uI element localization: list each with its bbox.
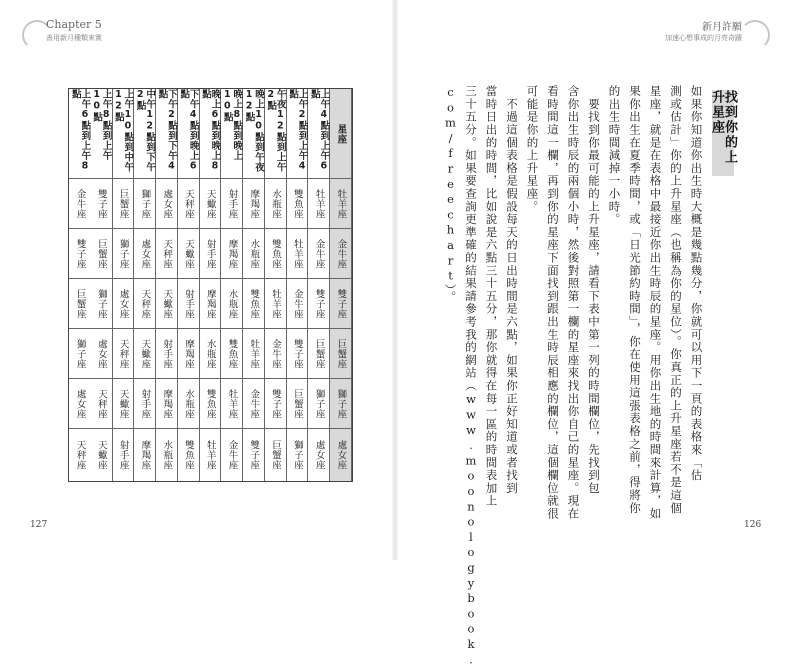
text-line: 如果你知道你出生時大概是幾點幾分，你就可以用下一頁的表格來「估 <box>689 85 704 482</box>
zodiac-sign-label: 天秤座 <box>117 338 129 369</box>
table-cell <box>156 379 177 429</box>
table-cell <box>113 229 134 279</box>
table-cell <box>265 379 286 429</box>
zodiac-sign-label: 雙魚座 <box>226 338 238 369</box>
table-cell <box>134 229 155 279</box>
table-cell <box>265 429 286 481</box>
zodiac-sign-label: 牡羊座 <box>335 188 347 219</box>
table-cell <box>200 229 221 279</box>
header-ornament-icon <box>740 20 770 50</box>
zodiac-sign-label: 雙魚座 <box>182 440 194 470</box>
table-cell <box>113 379 134 429</box>
table-cell <box>330 379 351 429</box>
chapter-label: Chapter 5 <box>46 18 102 31</box>
zodiac-sign-label: 巨蟹座 <box>313 338 325 369</box>
zodiac-sign-label: 巨蟹座 <box>95 238 107 269</box>
zodiac-sign-label: 金牛座 <box>226 440 238 470</box>
table-cell <box>69 379 91 429</box>
text-line: 含你出生時辰的兩個小時，然後對照第一欄的星座來找出你自己的星座。現在 <box>566 85 581 521</box>
table-cell <box>330 179 351 229</box>
table-cell <box>330 329 351 379</box>
zodiac-sign-label: 射手座 <box>161 338 173 369</box>
zodiac-sign-label: 摩羯座 <box>161 388 173 419</box>
table-header-cell <box>178 89 199 179</box>
table-cell <box>113 179 134 229</box>
table-header-cell <box>287 89 308 179</box>
table-cell <box>221 279 242 329</box>
table-cell <box>287 229 308 279</box>
time-range-label: 下午2點到下午4點 <box>156 89 177 172</box>
table-column <box>308 89 330 481</box>
body-text <box>432 85 737 668</box>
zodiac-sign-label: 處女座 <box>335 440 347 470</box>
table-cell <box>243 279 264 329</box>
zodiac-sign-label: 巨蟹座 <box>117 188 129 219</box>
table-cell <box>69 279 91 329</box>
zodiac-sign-label: 摩羯座 <box>204 288 216 319</box>
table-cell <box>178 279 199 329</box>
table-cell <box>69 229 91 279</box>
zodiac-sign-label: 摩羯座 <box>139 440 151 470</box>
table-cell <box>330 279 351 329</box>
table-column <box>91 89 113 481</box>
zodiac-sign-label: 水瓶座 <box>226 288 238 319</box>
table-column <box>265 89 287 481</box>
zodiac-sign-label: 牡羊座 <box>204 440 216 470</box>
zodiac-sign-label: 牡羊座 <box>270 288 282 319</box>
time-range-label: 下午4點到晚上6點 <box>178 89 199 172</box>
zodiac-sign-label: 天秤座 <box>161 238 173 269</box>
zodiac-sign-label: 獅子座 <box>291 440 303 470</box>
zodiac-sign-label: 天蠍座 <box>204 188 216 219</box>
zodiac-sign-label: 水瓶座 <box>161 440 173 470</box>
zodiac-sign-label: 金牛座 <box>248 388 260 419</box>
zodiac-sign-label: 天蠍座 <box>117 388 129 419</box>
zodiac-sign-label: 巨蟹座 <box>270 440 282 470</box>
zodiac-sign-label: 射手座 <box>226 188 238 219</box>
table-column <box>156 89 178 481</box>
table-cell <box>178 429 199 481</box>
zodiac-sign-label: 天蠍座 <box>182 238 194 269</box>
zodiac-sign-label: 獅子座 <box>313 388 325 419</box>
table-cell <box>113 429 134 481</box>
table-cell <box>221 179 242 229</box>
zodiac-sign-label: 天秤座 <box>139 288 151 319</box>
table-cell <box>91 229 112 279</box>
table-header-cell <box>91 89 112 179</box>
table-cell <box>91 429 112 481</box>
time-range-label: 晚上10點到午夜12點 <box>243 89 265 172</box>
zodiac-sign-label: 雙魚座 <box>204 388 216 419</box>
zodiac-sign-label: 雙子座 <box>270 388 282 419</box>
table-cell <box>134 329 155 379</box>
table-cell <box>156 279 177 329</box>
table-cell <box>156 329 177 379</box>
zodiac-sign-label: 雙魚座 <box>248 288 260 319</box>
table-cell <box>134 279 155 329</box>
text-line: 星座，就是在表格中最接近你出生時辰的星座。用你出生地的時間來計算，如 <box>648 85 663 521</box>
table-column <box>200 89 222 481</box>
table-header-cell <box>265 89 286 179</box>
table-cell <box>287 429 308 481</box>
table-cell <box>330 429 351 481</box>
table-cell <box>243 179 264 229</box>
text-line: 當時日出的時間，比如說是六點三十五分，那你就得在每一區的時間表加上 <box>484 85 499 508</box>
table-cell <box>243 329 264 379</box>
zodiac-sign-label: 巨蟹座 <box>291 388 303 419</box>
zodiac-sign-label: 水瓶座 <box>204 338 216 369</box>
book-title: 新月許願 <box>702 22 742 33</box>
zodiac-sign-label: 處女座 <box>95 338 107 369</box>
table-header-cell <box>113 89 134 179</box>
table-cell <box>265 229 286 279</box>
zodiac-sign-label: 射手座 <box>117 440 129 470</box>
zodiac-sign-label: 處女座 <box>161 188 173 219</box>
table-cell <box>200 379 221 429</box>
zodiac-sign-label: 雙子座 <box>95 188 107 219</box>
zodiac-sign-label: 獅子座 <box>74 338 86 369</box>
table-cell <box>91 179 112 229</box>
text-line: 要找到你最可能的上升星座，請看下表中第一列的時間欄位，先找到包 <box>587 85 601 495</box>
table-cell <box>287 379 308 429</box>
zodiac-sign-label: 水瓶座 <box>248 238 260 269</box>
table-cell <box>178 379 199 429</box>
text-line: 果你出生在夏季時間，或「日光節約時間」，你在使用這張表格之前，得將你 <box>628 85 642 515</box>
table-cell <box>200 179 221 229</box>
table-header-cell <box>243 89 264 179</box>
zodiac-sign-label: 牡羊座 <box>248 338 260 369</box>
table-header-cell <box>156 89 177 179</box>
table-cell <box>134 379 155 429</box>
ascendant-table <box>68 88 353 482</box>
table-cell <box>178 329 199 379</box>
table-cell <box>200 279 221 329</box>
zodiac-sign-label: 獅子座 <box>117 238 129 269</box>
table-column <box>69 89 91 481</box>
zodiac-sign-label: 水瓶座 <box>182 388 194 419</box>
zodiac-sign-label: 雙魚座 <box>270 238 282 269</box>
table-cell <box>91 329 112 379</box>
zodiac-sign-label: 摩羯座 <box>226 238 238 269</box>
table-cell <box>308 229 329 279</box>
time-range-label: 上午4點到上午6點 <box>308 89 330 172</box>
zodiac-sign-label: 巨蟹座 <box>335 338 347 369</box>
table-column <box>243 89 265 481</box>
table-cell <box>330 229 351 279</box>
zodiac-sign-label: 雙子座 <box>291 338 303 369</box>
zodiac-sign-label: 射手座 <box>139 388 151 419</box>
table-cell <box>308 329 329 379</box>
table-cell <box>221 329 242 379</box>
zodiac-sign-label: 天秤座 <box>182 188 194 219</box>
time-range-label: 午夜12點到上午2點 <box>265 89 286 172</box>
left-page-number: 127 <box>30 520 48 530</box>
table-cell <box>308 279 329 329</box>
table-cell <box>178 229 199 279</box>
zodiac-sign-label: 射手座 <box>182 288 194 319</box>
zodiac-sign-label: 獅子座 <box>95 288 107 319</box>
table-column <box>134 89 156 481</box>
table-column <box>178 89 200 481</box>
time-range-label: 上午10點到中午12點 <box>112 89 134 172</box>
zodiac-sign-label: 雙子座 <box>248 440 260 470</box>
zodiac-sign-label: 天蠍座 <box>139 338 151 369</box>
text-line: 的出生時間減掉一小時。 <box>607 85 622 226</box>
zodiac-sign-label: 金牛座 <box>270 338 282 369</box>
zodiac-sign-label: 雙魚座 <box>291 188 303 219</box>
table-cell <box>221 379 242 429</box>
zodiac-sign-label: 獅子座 <box>139 188 151 219</box>
table-cell <box>287 279 308 329</box>
zodiac-sign-label: 金牛座 <box>313 238 325 269</box>
time-range-label: 星座 <box>335 123 347 144</box>
table-cell <box>308 379 329 429</box>
time-range-label: 上午6點到上午8點 <box>69 89 91 172</box>
table-cell <box>221 229 242 279</box>
zodiac-sign-label: 天秤座 <box>95 388 107 419</box>
table-header-cell <box>308 89 329 179</box>
right-page-number: 126 <box>744 520 762 530</box>
table-column <box>330 89 352 481</box>
table-cell <box>178 179 199 229</box>
time-range-label: 晚上8點到晚上10點 <box>221 89 243 161</box>
zodiac-sign-label: 牡羊座 <box>313 188 325 219</box>
book-subtitle: 加速心想事成的月亮奇蹟 <box>665 34 742 42</box>
table-cell <box>91 379 112 429</box>
text-line: 測或估計」你的上升星座（也稱為你的星位）。你真正的上升星座若不是這個 <box>669 85 683 515</box>
zodiac-sign-label: 巨蟹座 <box>74 288 86 319</box>
table-cell <box>200 429 221 481</box>
table-cell <box>113 279 134 329</box>
zodiac-sign-label: 牡羊座 <box>226 388 238 419</box>
table-cell <box>265 279 286 329</box>
table-cell <box>221 429 242 481</box>
zodiac-sign-label: 金牛座 <box>335 238 347 269</box>
zodiac-sign-label: 處女座 <box>74 388 86 419</box>
table-column <box>287 89 309 481</box>
table-cell <box>308 429 329 481</box>
zodiac-sign-label: 摩羯座 <box>182 338 194 369</box>
table-cell <box>134 179 155 229</box>
zodiac-sign-label: 牡羊座 <box>291 238 303 269</box>
zodiac-sign-label: 雙子座 <box>313 288 325 319</box>
zodiac-sign-label: 雙子座 <box>335 288 347 319</box>
table-cell <box>69 429 91 481</box>
time-range-label: 上午2點到上午4點 <box>287 89 308 172</box>
table-cell <box>308 179 329 229</box>
table-cell <box>243 229 264 279</box>
page-gutter <box>392 0 398 560</box>
zodiac-sign-label: 處女座 <box>313 440 325 470</box>
zodiac-sign-label: 天蠍座 <box>95 440 107 470</box>
zodiac-sign-label: 摩羯座 <box>248 188 260 219</box>
section-heading-text: 找到你的上升星座 <box>709 90 737 165</box>
table-header-cell <box>330 89 351 179</box>
table-column <box>113 89 135 481</box>
table-cell <box>113 329 134 379</box>
table-header-cell <box>221 89 242 179</box>
right-page-header <box>620 18 770 58</box>
table-header-cell <box>69 89 91 179</box>
table-header-cell <box>134 89 155 179</box>
text-line: 不過這個表格是假設每天的日出時間是六點，如果你正好知道或者找到 <box>505 85 519 495</box>
table-cell <box>287 179 308 229</box>
table-cell <box>243 429 264 481</box>
text-line: 三十五分。如果要查詢更準確的結果請參考我的網站（www.moonologybook. <box>464 85 478 668</box>
chapter-subtitle: 善用新月種類來實 <box>46 34 102 42</box>
zodiac-sign-label: 金牛座 <box>291 288 303 319</box>
table-cell <box>265 329 286 379</box>
text-line: 可能是你的上升星座。 <box>525 85 540 213</box>
zodiac-sign-label: 金牛座 <box>74 188 86 219</box>
table-cell <box>134 429 155 481</box>
zodiac-sign-label: 處女座 <box>117 288 129 319</box>
table-cell <box>156 179 177 229</box>
time-range-label: 上午8點到上午10點 <box>91 89 112 161</box>
text-line: com/freechart）。 <box>443 85 458 304</box>
zodiac-sign-label: 射手座 <box>204 238 216 269</box>
text-line: 看時間這一欄，再到你的星座下面找到跟出生時辰相應的欄位，這個欄位就很 <box>546 85 560 521</box>
table-cell <box>91 279 112 329</box>
table-cell <box>265 179 286 229</box>
table-cell <box>243 379 264 429</box>
zodiac-sign-label: 天蠍座 <box>161 288 173 319</box>
zodiac-sign-label: 水瓶座 <box>270 188 282 219</box>
zodiac-sign-label: 天秤座 <box>74 440 86 470</box>
zodiac-sign-label: 獅子座 <box>335 388 347 419</box>
table-cell <box>156 229 177 279</box>
table-cell <box>287 329 308 379</box>
table-header-cell <box>200 89 221 179</box>
left-page-header <box>22 18 172 58</box>
zodiac-sign-label: 處女座 <box>139 238 151 269</box>
table-cell <box>156 429 177 481</box>
table-cell <box>69 179 91 229</box>
table-column <box>221 89 243 481</box>
zodiac-sign-label: 雙子座 <box>74 238 86 269</box>
time-range-label: 晚上6點到晚上8點 <box>199 89 221 172</box>
table-cell <box>200 329 221 379</box>
time-range-label: 中午12點到下午2點 <box>134 89 156 172</box>
table-cell <box>69 329 91 379</box>
